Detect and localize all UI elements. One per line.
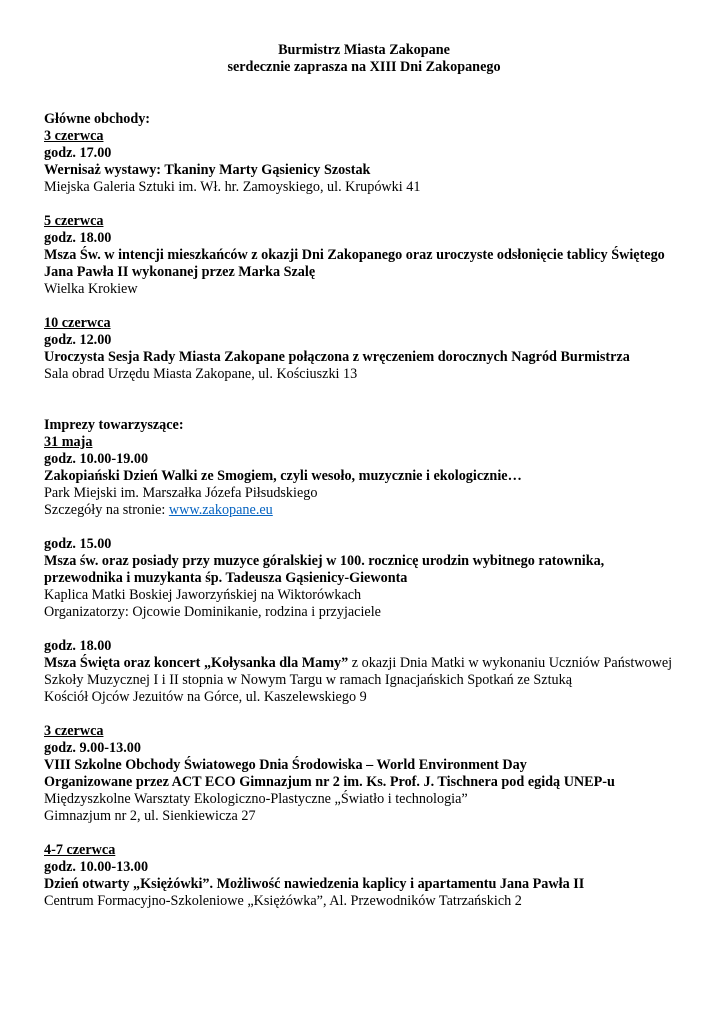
details-label: Szczegóły na stronie: xyxy=(44,502,169,518)
event-title: VIII Szkolne Obchody Światowego Dnia Środowiska – World Environment Day xyxy=(44,757,527,773)
main-event-2 xyxy=(44,213,684,298)
event-details xyxy=(44,502,684,519)
event-place: Centrum Formacyjno-Szkoleniowe „Księżówka”, Al. Przewodników Tatrzańskich 2 xyxy=(44,893,522,909)
side-event-3 xyxy=(44,638,684,706)
side-event-5 xyxy=(44,842,684,910)
event-subtitle: Międzyszkolne Warsztaty Ekologiczno-Plastyczne „Światło i technologia” xyxy=(44,791,468,807)
event-title: Msza św. oraz posiady przy muzyce góralskiej w 100. rocznicę urodzin wybitnego ratownika, przewodnika i muzykanta śp. Tadeusza Gąsienicy-Giewonta xyxy=(44,553,605,586)
event-time: godz. 18.00 xyxy=(44,638,112,654)
event-place: Miejska Galeria Sztuki im. Wł. hr. Zamoyskiego, ul. Krupówki 41 xyxy=(44,179,421,195)
side-event-4 xyxy=(44,723,684,825)
document-page xyxy=(44,42,684,910)
side-events-section xyxy=(44,417,684,910)
main-events-title: Główne obchody: xyxy=(44,111,151,127)
main-event-1 xyxy=(44,128,684,196)
side-event-1 xyxy=(44,434,684,519)
document-header xyxy=(44,42,684,76)
event-title: Wernisaż wystawy: Tkaniny Marty Gąsienicy Szostak xyxy=(44,162,371,178)
event-place: Sala obrad Urzędu Miasta Zakopane, ul. Kościuszki 13 xyxy=(44,366,358,382)
event-time: godz. 15.00 xyxy=(44,536,112,552)
event-time: godz. 10.00-13.00 xyxy=(44,859,149,875)
side-events-title: Imprezy towarzyszące: xyxy=(44,417,184,433)
event-place: Kaplica Matki Boskiej Jaworzyńskiej na Wiktorówkach xyxy=(44,587,362,603)
main-events-section xyxy=(44,111,684,383)
event-date: 31 maja xyxy=(44,434,93,450)
event-time: godz. 12.00 xyxy=(44,332,112,348)
event-time: godz. 18.00 xyxy=(44,230,112,246)
event-title: Msza Św. w intencji mieszkańców z okazji Dni Zakopanego oraz uroczyste odsłonięcie tablicy Świętego Jana Pawła II wykonanej przez Marka Szalę xyxy=(44,247,665,280)
event-title: Dzień otwarty „Księżówki”. Możliwość nawiedzenia kaplicy i apartamentu Jana Pawła II xyxy=(44,876,585,892)
event-date: 5 czerwca xyxy=(44,213,104,229)
event-place: Park Miejski im. Marszałka Józefa Piłsudskiego xyxy=(44,485,318,501)
event-time: godz. 9.00-13.00 xyxy=(44,740,141,756)
event-title xyxy=(44,655,684,689)
event-time: godz. 17.00 xyxy=(44,145,112,161)
event-organizers: Organizatorzy: Ojcowie Dominikanie, rodzina i przyjaciele xyxy=(44,604,381,620)
event-time: godz. 10.00-19.00 xyxy=(44,451,149,467)
event-date: 3 czerwca xyxy=(44,128,104,144)
event-title-rest: z okazji Dnia Matki w wykonaniu Uczniów Państwowej Szkoły Muzycznej I i II stopnia w Nowym Targu w ramach Ignacjańskich Spotkań ze Sztuką xyxy=(44,655,673,688)
event-date: 3 czerwca xyxy=(44,723,104,739)
main-event-3 xyxy=(44,315,684,383)
side-event-2 xyxy=(44,536,684,621)
event-date: 10 czerwca xyxy=(44,315,111,331)
event-title: Zakopiański Dzień Walki ze Smogiem, czyli wesoło, muzycznie i ekologicznie… xyxy=(44,468,522,484)
header-line-1: Burmistrz Miasta Zakopane xyxy=(278,42,450,58)
event-place: Gimnazjum nr 2, ul. Sienkiewicza 27 xyxy=(44,808,256,824)
details-link[interactable]: www.zakopane.eu xyxy=(168,502,273,518)
header-line-2: serdecznie zaprasza na XIII Dni Zakopanego xyxy=(227,59,501,75)
event-place: Kościół Ojców Jezuitów na Górce, ul. Kaszelewskiego 9 xyxy=(44,689,367,705)
event-place: Wielka Krokiew xyxy=(44,281,138,297)
event-title: Uroczysta Sesja Rady Miasta Zakopane połączona z wręczeniem dorocznych Nagród Burmistrza xyxy=(44,349,630,365)
event-date: 4-7 czerwca xyxy=(44,842,116,858)
event-organizer-line: Organizowane przez ACT ECO Gimnazjum nr 2 im. Ks. Prof. J. Tischnera pod egidą UNEP-u xyxy=(44,774,615,790)
event-title-bold: Msza Święta oraz koncert „Kołysanka dla Mamy” xyxy=(44,655,349,671)
